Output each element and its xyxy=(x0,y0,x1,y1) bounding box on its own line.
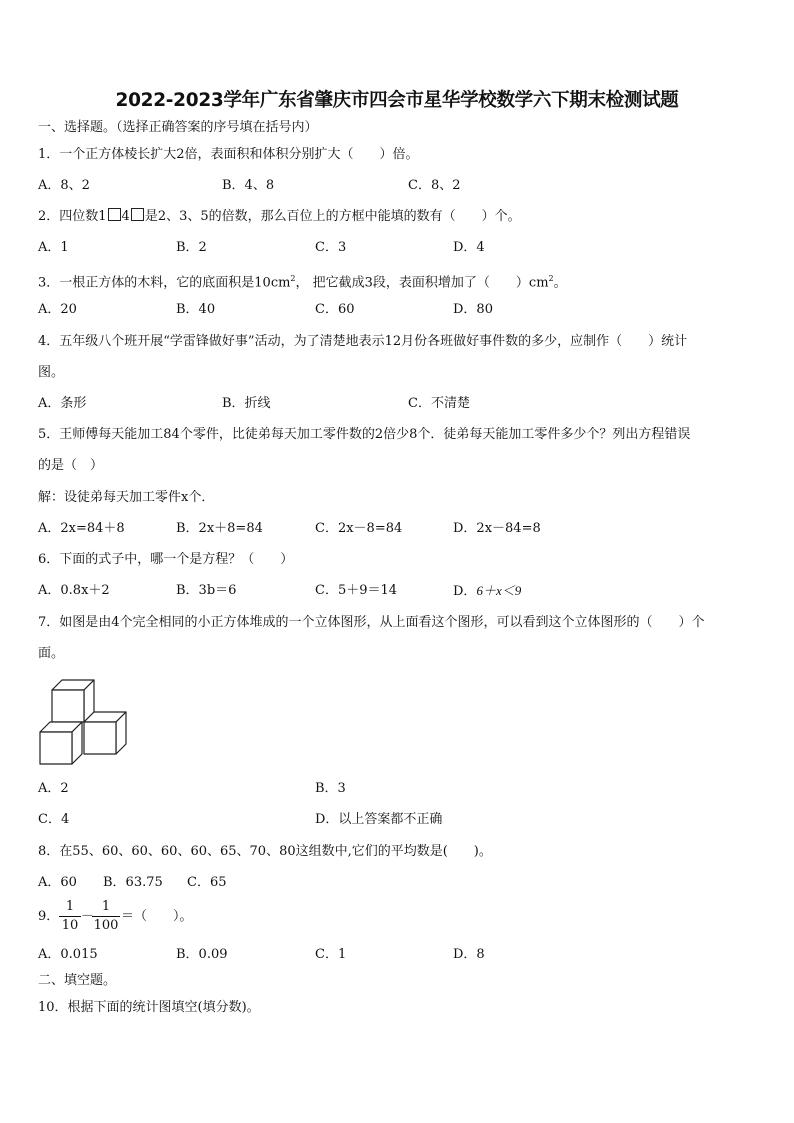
q2-text-end: 是2、3、5的倍数，那么百位上的方框中能填的数有（ ）个。 xyxy=(144,209,521,224)
section-fill-heading: 二、填空题。 xyxy=(38,973,117,988)
q7-option-c[interactable]: C．4 xyxy=(38,812,70,827)
question-4-line-2: 图。 xyxy=(38,365,65,380)
q6-option-b[interactable]: B．3b＝6 xyxy=(176,583,237,598)
question-4-line-1: 4．五年级八个班开展“学雷锋做好事”活动，为了清楚地表示12月份各班做好事件数的多少，应制作（ ）统计 xyxy=(38,334,688,349)
q6-option-c[interactable]: C．5＋9＝14 xyxy=(315,583,398,598)
q3-option-a[interactable]: A．20 xyxy=(38,302,77,317)
q3-option-b[interactable]: B．40 xyxy=(176,302,216,317)
fraction-2-numerator: 1 xyxy=(101,899,111,914)
q7-option-a[interactable]: A．2 xyxy=(38,781,69,796)
q1-option-a[interactable]: A．8、2 xyxy=(38,178,90,193)
q2-text-middle: 4 xyxy=(121,209,130,224)
q4-option-c[interactable]: C．不清楚 xyxy=(408,396,470,411)
question-1: 1．一个正方体棱长扩大2倍，表面积和体积分别扩大（ ）倍。 xyxy=(38,147,419,162)
q7-option-d[interactable]: D．以上答案都不正确 xyxy=(315,812,443,827)
q2-option-c[interactable]: C．3 xyxy=(315,240,347,255)
q3-superscript-1: 2 xyxy=(290,274,296,283)
question-7-line-1: 7．如图是由4个完全相同的小正方体堆成的一个立体图形，从上面看这个图形，可以看到这个立体图形的（ ）个 xyxy=(38,615,705,630)
question-6: 6．下面的式子中，哪一个是方程？（ ） xyxy=(38,552,294,567)
q3-text-end: 。 xyxy=(553,275,567,291)
q2-option-a[interactable]: A．1 xyxy=(38,240,69,255)
fraction-2-denominator: 100 xyxy=(93,918,119,933)
q8-option-c[interactable]: C．65 xyxy=(187,875,227,890)
fraction-1-denominator: 10 xyxy=(61,918,79,933)
question-9-tail: ＝（ ）。 xyxy=(121,909,193,924)
q4-option-b[interactable]: B．折线 xyxy=(222,396,271,411)
q3-option-d[interactable]: D．80 xyxy=(453,302,493,317)
question-2 xyxy=(38,208,521,226)
q9-option-a[interactable]: A．0.015 xyxy=(38,947,98,962)
q9-option-d[interactable]: D．8 xyxy=(453,947,485,962)
q6-option-d-expression: 6＋x＜9 xyxy=(476,583,522,598)
q5-option-a[interactable]: A．2x=84＋8 xyxy=(38,521,125,536)
q4-option-a[interactable]: A．条形 xyxy=(38,396,87,411)
fraction-1-numerator: 1 xyxy=(65,899,75,914)
q2-text-start: 2．四位数1 xyxy=(38,209,107,224)
question-7-line-2: 面。 xyxy=(38,646,65,661)
q5-option-c[interactable]: C．2x－8=84 xyxy=(315,521,403,536)
blank-box-icon xyxy=(131,208,144,221)
q9-option-c[interactable]: C．1 xyxy=(315,947,347,962)
q7-option-b[interactable]: B．3 xyxy=(315,781,346,796)
q3-text-middle: ， 把它截成3段，表面积增加了（ ）cm xyxy=(295,275,549,291)
q3-text-start: 3．一根正方体的木料，它的底面积是10cm xyxy=(38,275,291,291)
fraction-one-hundredth xyxy=(92,899,120,934)
question-5-line-2: 的是（ ） xyxy=(38,458,104,473)
q8-option-a[interactable]: A．60 xyxy=(38,875,77,890)
q5-option-d[interactable]: D．2x－84=8 xyxy=(453,521,541,536)
blank-box-icon xyxy=(108,208,121,221)
q3-option-c[interactable]: C．60 xyxy=(315,302,355,317)
question-3 xyxy=(38,270,567,292)
section-choice-heading: 一、选择题。（选择正确答案的序号填在括号内） xyxy=(38,120,318,135)
question-5-solution: 解：设徒弟每天加工零件x个． xyxy=(38,490,215,505)
q2-option-b[interactable]: B．2 xyxy=(176,240,207,255)
q8-option-b[interactable]: B．63.75 xyxy=(103,875,163,890)
q9-option-b[interactable]: B．0.09 xyxy=(176,947,228,962)
question-9-label: 9． xyxy=(38,909,60,924)
q6-option-d[interactable] xyxy=(453,582,521,601)
fraction-one-tenth xyxy=(59,899,81,934)
cube-stack-figure xyxy=(38,676,128,766)
question-5-line-1: 5．王师傅每天能加工84个零件，比徒弟每天加工零件数的2倍少8个．徒弟每天能加工零件多少个？列出方程错误 xyxy=(38,427,691,442)
minus-sign: － xyxy=(81,909,95,924)
question-10: 10．根据下面的统计图填空(填分数)。 xyxy=(38,1000,260,1015)
page-title: 2022-2023学年广东省肇庆市四会市星华学校数学六下期末检测试题 xyxy=(115,90,679,111)
q1-option-c[interactable]: C．8、2 xyxy=(408,178,461,193)
q3-superscript-2: 2 xyxy=(548,274,554,283)
q1-option-b[interactable]: B．4、8 xyxy=(222,178,275,193)
q2-option-d[interactable]: D．4 xyxy=(453,240,485,255)
q6-option-d-label: D． xyxy=(453,584,477,599)
question-8: 8．在55、60、60、60、60、65、70、80这组数中,它们的平均数是( )。 xyxy=(38,844,492,859)
q5-option-b[interactable]: B．2x＋8=84 xyxy=(176,521,263,536)
q6-option-a[interactable]: A．0.8x＋2 xyxy=(38,583,110,598)
